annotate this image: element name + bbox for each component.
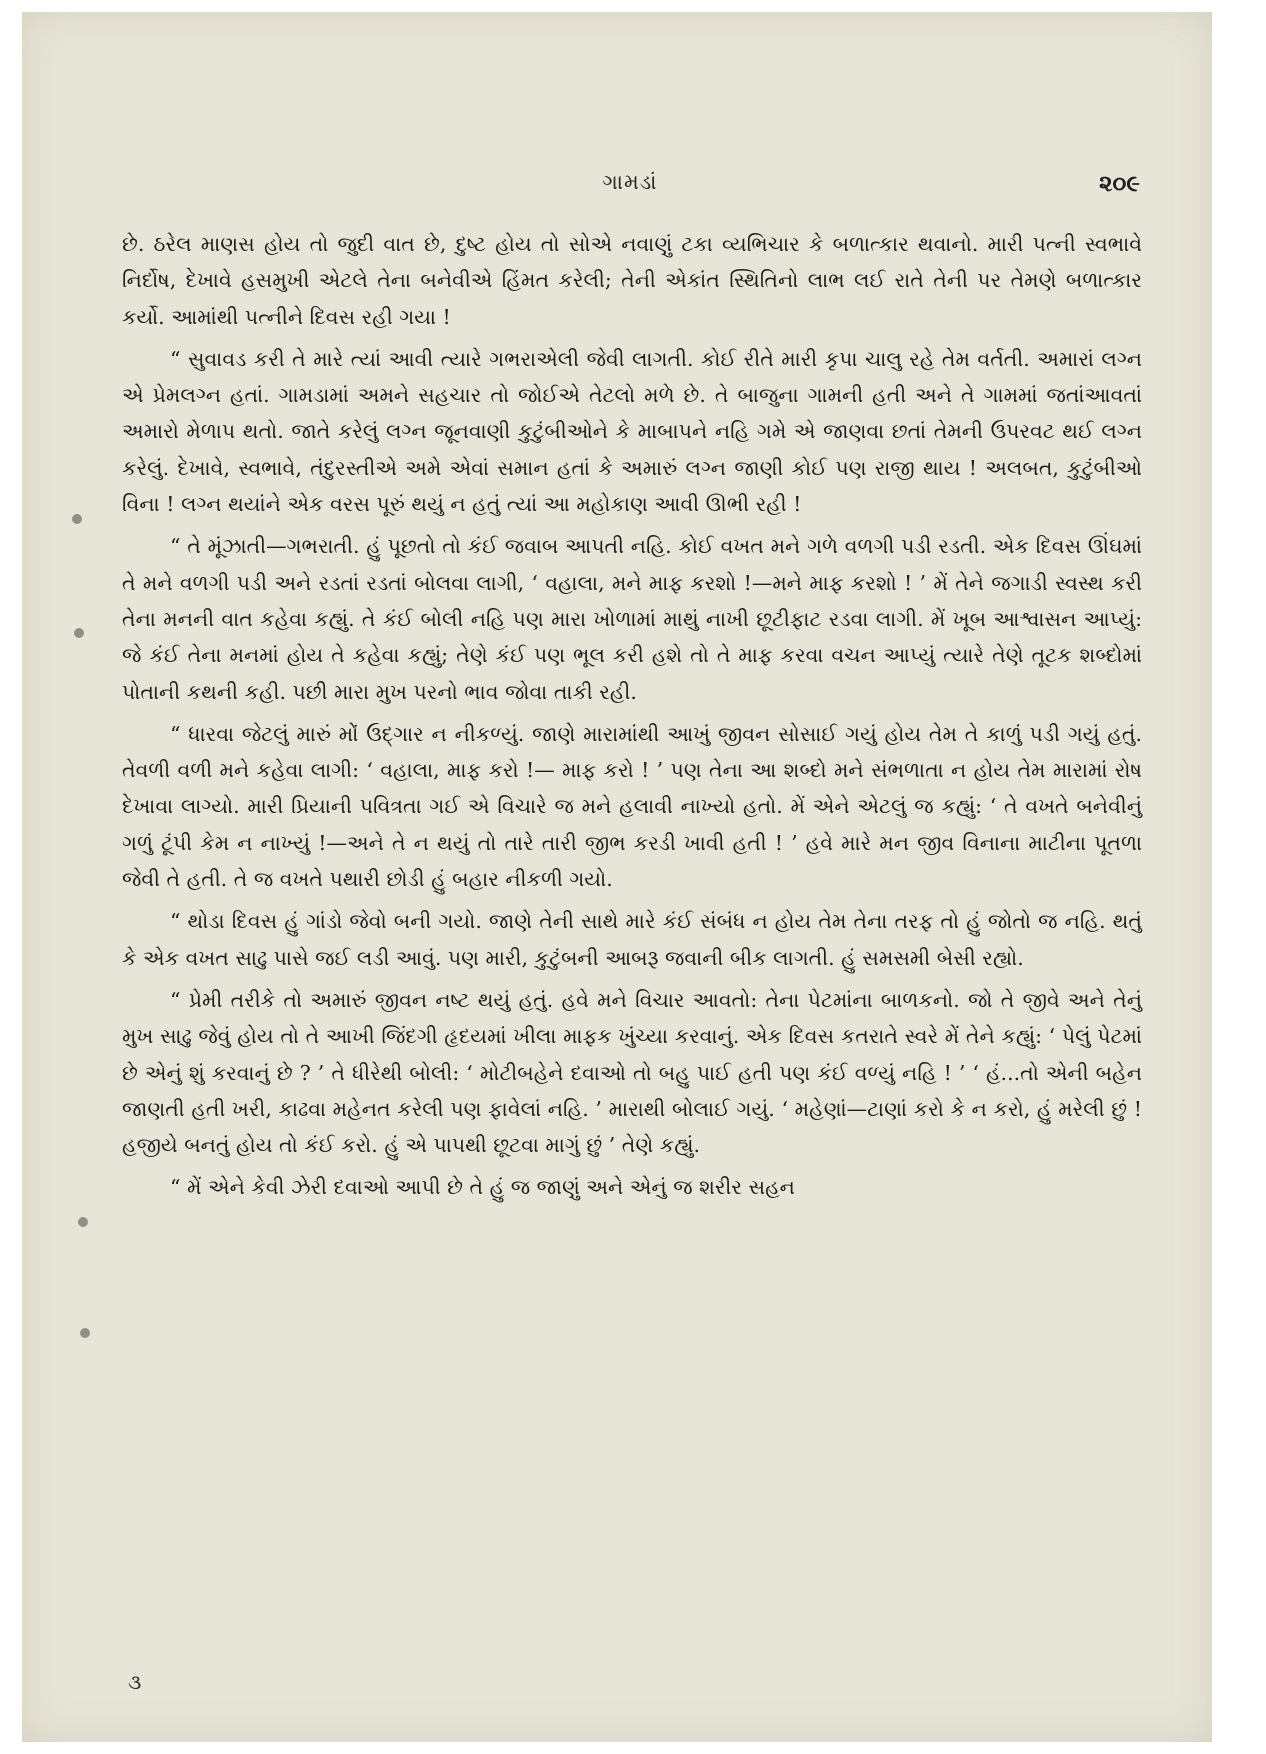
paragraph: “ મેં એને કેવી ઝેરી દવાઓ આપી છે તે હું જ જાણું અને એનું જ શરીર સહન: [170, 1175, 795, 1200]
binding-hole: [74, 628, 84, 638]
paragraph: છે. ઠરેલ માણસ હોય તો જુદી વાત છે, દુષ્ટ હોય તો સોએ નવાણું ટકા વ્યભિચાર કે બળાત્કાર થવાનો. મારી પત્ની સ્વભાવે નિર્દોષ, દેખાવે હસમુખી એટલે તેના બનેવીએ હિંમત કરેલી; તેની એકાંત સ્થિતિનો લાભ લઈ રાતે તેની પર તેમણે બળાત્કાર કર્યો. આમાંથી પત્નીને દિવસ રહી ગયા !: [122, 232, 1142, 329]
paragraph: “ ધારવા જેટલું મારું મોં ઉદ્ગાર ન નીકળ્યું. જાણે મારામાંથી આખું જીવન સોસાઈ ગયું હોય તેમ તે કાળું પડી ગયું હતું. તેવળી વળી મને કહેવા લાગી: ‘ વહાલા, માફ કરો !— માફ કરો ! ’ પણ તેના આ શબ્દો મને સંભળાતા ન હોય તેમ મારામાં રોષ દેખાવા લાગ્યો. મારી પ્રિયાની પવિત્રતા ગઈ એ વિચારે જ મને હલાવી નાખ્યો હતો. મેં એને એટલું જ કહ્યું: ‘ તે વખતે બનેવીનું ગળું ટૂંપી કેમ ન નાખ્યું !—અને તે ન થયું તો તારે તારી જીભ કરડી ખાવી હતી ! ’ હવે મારે મન જીવ વિનાના માટીના પૂતળા જેવી તે હતી. તે જ વખતે પથારી છોડી હું બહાર નીકળી ગયો.: [122, 721, 1142, 892]
running-head: ગામડાં: [602, 170, 658, 194]
binding-hole: [80, 1328, 90, 1338]
page-header: [120, 170, 1140, 210]
paragraph: “ સુવાવડ કરી તે મારે ત્યાં આવી ત્યારે ગભરાએલી જેવી લાગતી. કોઈ રીતે મારી કૃપા ચાલુ રહે તેમ વર્તતી. અમારાં લગ્ન એ પ્રેમલગ્ન હતાં. ગામડામાં અમને સહચાર તો જોઈએ તેટલો મળે છે. તે બાજુના ગામની હતી અને તે ગામમાં જતાંઆવતાં અમારો મેળાપ થતો. જાતે કરેલું લગ્ન જૂનવાણી કુટુંબીઓને કે માબાપને નહિ ગમે એ જાણવા છતાં તેમની ઉપરવટ થઈ લગ્ન કરેલું. દેખાવે, સ્વભાવે, તંદુરસ્તીએ અમે એવાં સમાન હતાં કે અમારું લગ્ન જાણી કોઈ પણ રાજી થાય ! અલબત, કુટુંબીઓ વિના ! લગ્ન થયાંને એક વરસ પૂરું થયું ન હતું ત્યાં આ મહોકાણ આવી ઊભી રહી !: [122, 346, 1142, 517]
page-number: ૨૦૯: [1099, 170, 1140, 197]
paragraph: “ થોડા દિવસ હું ગાંડો જેવો બની ગયો. જાણે તેની સાથે મારે કંઈ સંબંધ ન હોય તેમ તેના તરફ તો હું જોતો જ નહિ. થતું કે એક વખત સાઢુ પાસે જઈ લડી આવું. પણ મારી, કુટુંબની આબરૂ જવાની બીક લાગતી. હું સમસમી બેસી રહ્યો.: [122, 909, 1142, 970]
paragraph: “ તે મૂંઝાતી—ગભરાતી. હું પૂછતો તો કંઈ જવાબ આપતી નહિ. કોઈ વખત મને ગળે વળગી પડી રડતી. એક દિવસ ઊંઘમાં તે મને વળગી પડી અને રડતાં રડતાં બોલવા લાગી, ‘ વહાલા, મને માફ કરશો !—મને માફ કરશો ! ’ મેં તેને જગાડી સ્વસ્થ કરી તેના મનની વાત કહેવા કહ્યું. તે કંઈ બોલી નહિ પણ મારા ખોળામાં માથું નાખી છૂટીફાટ રડવા લાગી. મેં ખૂબ આશ્વાસન આપ્યું: જે કંઈ તેના મનમાં હોય તે કહેવા કહ્યું; તેણે કંઈ પણ ભૂલ કરી હશે તો તે માફ કરવા વચન આપ્યું ત્યારે તેણે તૂટક શબ્દોમાં પોતાની કથની કહી. પછી મારા મુખ પરનો ભાવ જોવા તાકી રહી.: [122, 534, 1142, 704]
signature-mark: ૩: [128, 1670, 142, 1694]
paragraph: “ પ્રેમી તરીકે તો અમારું જીવન નષ્ટ થયું હતું. હવે મને વિચાર આવતો: તેના પેટમાંના બાળકનો. જો તે જીવે અને તેનું મુખ સાઢુ જેવું હોય તો તે આખી જિંદગી હૃદયમાં ખીલા માફક ખુંચ્યા કરવાનું. એક દિવસ કતરાતે સ્વરે મેં તેને કહ્યું: ‘ પેલું પેટમાં છે એનું શું કરવાનું છે ? ’ તે ધીરેથી બોલી: ‘ મોટીબહેને દવાઓ તો બહુ પાઈ હતી પણ કંઈ વળ્યું નહિ ! ’ ‘ હં...તો એની બહેન જાણતી હતી ખરી, કાઢવા મહેનત કરેલી પણ ફાવેલાં નહિ. ’ મારાથી બોલાઈ ગયું. ‘ મહેણાં—ટાણાં કરો કે ન કરો, હું મરેલી છું ! હજીયે બનતું હોય તો કંઈ કરો. હું એ પાપથી છૂટવા માગું છું ’ તેણે કહ્યું.: [122, 987, 1142, 1158]
binding-hole: [72, 514, 82, 524]
body-text: [122, 226, 1142, 1706]
binding-hole: [78, 1217, 88, 1227]
